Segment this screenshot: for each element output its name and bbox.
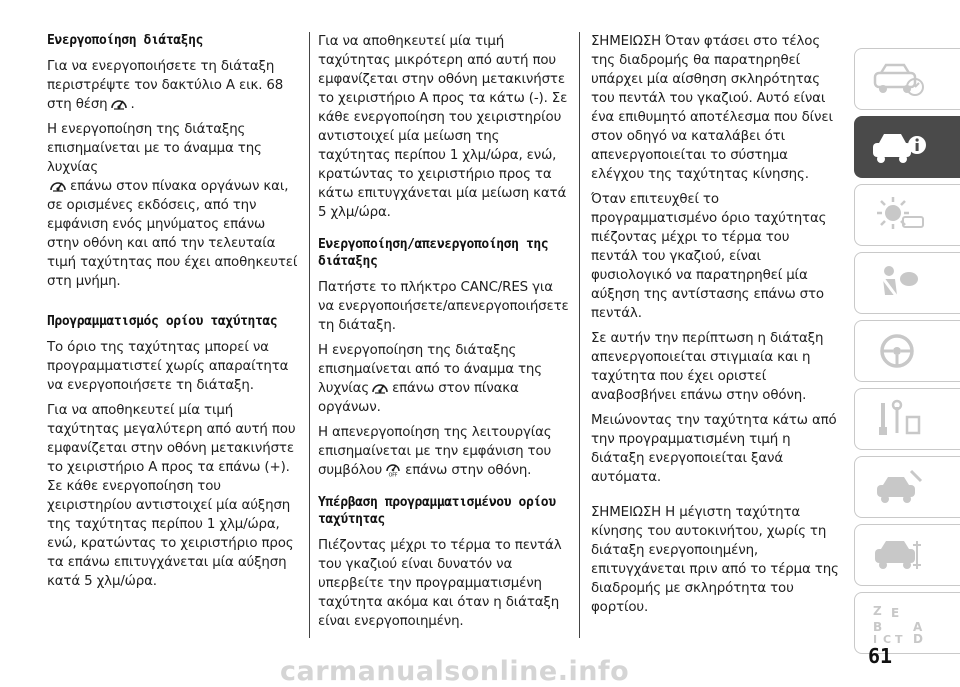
paragraph: Για να αποθηκευτεί μία τιμή ταχύτητας μεγαλύτερη από αυτή που εμφανίζεται στην οθόνη μετακινήστε το χειριστήριο A προς τα επάνω (+). Σε κάθε ενεργοποίηση του χειριστηρίου αντιστοιχεί μία αύξηση της ταχύτητας περίπου 1 χλμ/ώρα, ενώ, κρατώντας το χειριστήριο προς τα επάνω επιτυγχάνεται μία αύξηση κατά 5 χλμ/ώρα. (47, 403, 296, 589)
note-paragraph: ΣΗΜΕΙΩΣΗ Η μέγιστη ταχύτητα κίνησης του αυτοκινήτου, χωρίς τη διάταξη ενεργοποιημένη, επιτυγχάνεται πριν από το τέρμα της διαδρομής με σκληρότητα του φορτίου. (591, 505, 839, 615)
index-letter: B (873, 620, 883, 634)
index-letter: D (913, 632, 923, 645)
column-2 (318, 32, 572, 637)
steering-wheel-icon (869, 329, 929, 373)
tab-lights[interactable] (854, 184, 960, 246)
paragraph: Πατήστε το πλήκτρο CANC/RES για να ενεργοποιήσετε/απενεργοποιήσετε τη διάταξη. (318, 280, 569, 333)
speed-limiter-icon (110, 96, 128, 111)
index-letter: T (895, 633, 903, 645)
tab-car-service[interactable] (854, 456, 960, 518)
speed-limiter-icon (371, 380, 389, 395)
paragraph: Σε αυτήν την περίπτωση η διάταξη απενεργοποιείται στιγμιαία και η ταχύτητα που έχει οριστεί αναβοσβήνει επάνω στην οθόνη. (591, 331, 824, 403)
lights-icon (869, 193, 929, 237)
alphabet-index-icon (869, 601, 929, 645)
tab-airbag[interactable] (854, 252, 960, 314)
index-letter: E (891, 606, 900, 620)
tab-car-dashboard[interactable] (854, 48, 960, 110)
paragraph: Πιέζοντας μέχρι το τέρμα το πεντάλ του γκαζιού είναι δυνατόν να υπερβείτε την προγραμματισμένη ταχύτητα ακόμα και όταν η διάταξη είναι ενεργοποιημένη. (318, 538, 562, 629)
watermark: carmanualsonline.info (280, 656, 630, 687)
paragraph: Η ενεργοποίηση της διάταξης επισημαίνεται από το άναμμα της λυχνίας επάνω στον πίνακα οργάνων. (318, 343, 542, 415)
car-service-icon (869, 465, 929, 509)
page-number: 61 (868, 644, 893, 668)
index-letter: Z (873, 604, 882, 618)
speed-limiter-off-icon (384, 462, 402, 477)
chapter-tabs (854, 48, 960, 660)
index-letter: C (883, 633, 892, 645)
heading-speed-limit-programming: Προγραμματισμός ορίου ταχύτητας (47, 314, 278, 329)
index-letter: I (873, 633, 878, 645)
tab-tools[interactable] (854, 388, 960, 450)
off-label: OFF (388, 473, 398, 477)
paragraph: Όταν επιτευχθεί το προγραμματισμένο όριο ταχύτητας πιέζοντας μέχρι το τέρμα του πεντάλ του γκαζιού, είναι φυσιολογικό να παρατηρηθεί μία αύξηση της αντίστασης επάνω στο πεντάλ. (591, 192, 827, 321)
car-info-icon (869, 125, 929, 169)
column-divider (309, 32, 310, 638)
car-specs-icon (869, 533, 929, 577)
car-dashboard-icon (869, 57, 929, 101)
column-divider (579, 32, 580, 638)
heading-device-toggle: Ενεργοποίηση/απενεργοποίηση της διάταξης (318, 237, 549, 269)
tab-car-info[interactable] (854, 116, 960, 178)
paragraph: Για να ενεργοποιήσετε τη διάταξη περιστρέψτε τον δακτύλιο A εικ. 68 στη θέση . (47, 59, 284, 112)
tools-icon (869, 397, 929, 441)
paragraph: Για να αποθηκευτεί μία τιμή ταχύτητας μικρότερη από αυτή που εμφανίζεται στην οθόνη μετακινήστε το χειριστήριο A προς τα κάτω (-). Σε κάθε ενεργοποίηση του χειριστηρίου αντιστοιχεί μία μείωση της ταχύτητας περίπου 1 χλμ/ώρα, ενώ, κρατώντας το χειριστήριο προς τα κάτω επιτυγχάνεται μία μείωση κατά 5 χλμ/ώρα. (318, 34, 568, 220)
heading-device-activation: Ενεργοποίηση διάταξης (47, 33, 203, 48)
speed-limiter-icon (49, 178, 67, 193)
column-1 (47, 32, 299, 597)
column-3 (591, 32, 839, 623)
paragraph: Μειώνοντας την ταχύτητα κάτω από την προγραμματισμένη τιμή η διάταξη ενεργοποιείται ξανά αυτόματα. (591, 413, 837, 485)
paragraph: Η απενεργοποίηση της λειτουργίας επισημαίνεται με την εμφάνιση του συμβόλου OFF επάνω στην οθόνη. (318, 425, 552, 478)
paragraph: Το όριο της ταχύτητας μπορεί να προγραμματιστεί χωρίς απαραίτητα να ενεργοποιήσετε τη διάταξη. (47, 340, 289, 393)
paragraph: Η ενεργοποίηση της διάταξης επισημαίνεται με το άναμμα της λυχνίας επάνω στον πίνακα οργάνων και, σε ορισμένες εκδόσεις, από την εμφάνιση ενός μηνύματος επάνω στην οθόνη και από την τελευταία τιμή ταχύτητας που έχει αποθηκευτεί στη μνήμη. (47, 122, 298, 289)
heading-limit-override: Υπέρβαση προγραμματισμένου ορίου ταχύτητας (318, 495, 556, 527)
airbag-icon (869, 261, 929, 305)
note-paragraph: ΣΗΜΕΙΩΣΗ Όταν φτάσει στο τέλος της διαδρομής θα παρατηρηθεί υπάρχει μία αίσθηση σκληρότητας του πεντάλ του γκαζιού. Αυτό είναι ένα επιθυμητό αποτέλεσμα που δίνει στον οδηγό να καταλάβει ότι απενεργοποιείται το σύστημα ελέγχου της ταχύτητας κίνησης. (591, 34, 833, 182)
index-letter: A (913, 620, 923, 634)
tab-car-specs[interactable] (854, 524, 960, 586)
tab-steering-wheel[interactable] (854, 320, 960, 382)
